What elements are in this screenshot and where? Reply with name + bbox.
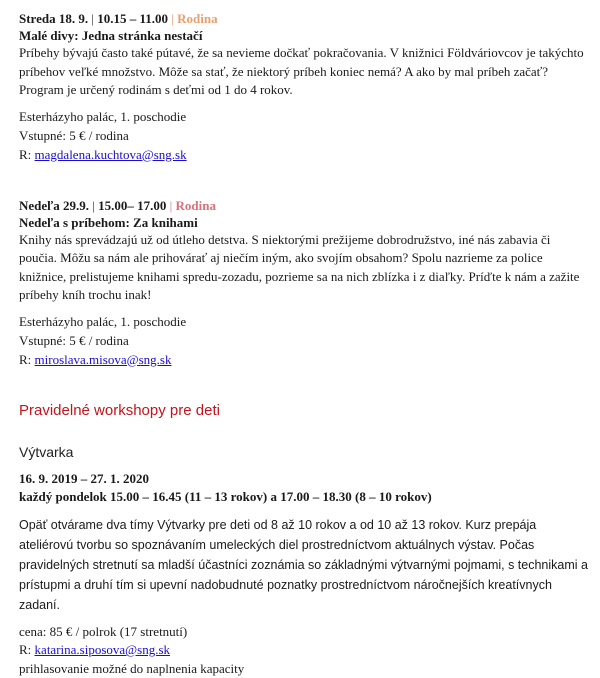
section-title: Pravidelné workshopy pre deti [19, 402, 600, 420]
workshop-contact [19, 641, 600, 660]
event-1-contact [19, 145, 600, 164]
event-1-category: Rodina [177, 11, 217, 26]
event-1-email-link[interactable]: magdalena.kuchtova@sng.sk [35, 147, 187, 162]
workshop-note: prihlasovanie možné do naplnenia kapacity [19, 660, 600, 678]
event-2-separator-2: | [170, 198, 173, 213]
event-2-contact-prefix: R: [19, 352, 35, 367]
workshop-contact-prefix: R: [19, 642, 35, 657]
event-2-separator: | [92, 198, 95, 213]
event-2-place: Esterházyho palác, 1. poschodie [19, 312, 600, 331]
workshop-email-link[interactable]: katarina.siposova@sng.sk [35, 642, 170, 657]
event-1-date: Streda 18. 9. [19, 11, 88, 26]
workshop-price: cena: 85 € / polrok (17 stretnutí) [19, 623, 600, 642]
event-1-contact-prefix: R: [19, 147, 35, 162]
event-2-category: Rodina [175, 198, 215, 213]
event-2 [19, 197, 600, 369]
event-1-place: Esterházyho palác, 1. poschodie [19, 107, 600, 126]
event-1-description: Príbehy bývajú často také pútavé, že sa nevieme dočkať pokračovania. V knižnici Földváriovcov je takýchto príbehov veľké množstvo. Môže sa stať, že niektorý príbeh koniec nemá? A ako by mal príbeh začať? Program je určený rodinám s deťmi od 1 do 4 rokov. [19, 44, 584, 100]
event-1-header [19, 10, 600, 27]
workshop-info [19, 623, 600, 678]
event-2-fee: Vstupné: 5 € / rodina [19, 331, 600, 350]
event-2-info [19, 312, 600, 369]
event-1-title: Malé divy: Jedna stránka nestačí [19, 27, 600, 44]
workshop-schedule: každý pondelok 15.00 – 16.45 (11 – 13 rokov) a 17.00 – 18.30 (8 – 10 rokov) [19, 488, 600, 507]
workshop-dates [19, 470, 600, 507]
event-2-date: Nedeľa 29.9. [19, 198, 89, 213]
workshop-description: Opäť otvárame dva tímy Výtvarky pre deti od 8 až 10 rokov a od 10 až 13 rokov. Kurz prepája ateliérovú tvorbu so spoznávaním umeleckých diel prostredníctvom aktuálnych výstav. Počas pravidelných stretnutí sa mladší účastníci zoznámia so základnými výtvarnými pojmami, s technikami a prístupmi a druhí tím si upevní nadobudnuté poznatky prostredníctvom náročnejších kreatívnych zadaní. [19, 515, 589, 615]
event-1-separator: | [91, 11, 94, 26]
event-2-email-link[interactable]: miroslava.misova@sng.sk [35, 352, 172, 367]
event-1-separator-2: | [171, 11, 174, 26]
event-2-description: Knihy nás sprevádzajú už od útleho detstva. S niektorými prežijeme dobrodružstvo, iné nás zabavia či poučia. Môžu sa nám ale prihovárať aj niečím iným, ako svojím obsahom? Spolu nazrieme za police knižnice, prelistujeme knihami spredu-zozadu, pozrieme sa na nich zblízka i z diaľky. Príďte k nám a zažite príbehy kníh trochu inak! [19, 231, 584, 305]
event-1 [19, 10, 600, 164]
event-2-header [19, 197, 600, 214]
event-1-info [19, 107, 600, 164]
event-2-title: Nedeľa s príbehom: Za knihami [19, 214, 600, 231]
event-2-contact [19, 350, 600, 369]
event-2-time: 15.00– 17.00 [98, 198, 166, 213]
workshop-date-range: 16. 9. 2019 – 27. 1. 2020 [19, 470, 600, 489]
section-subtitle: Výtvarka [19, 444, 600, 461]
event-1-fee: Vstupné: 5 € / rodina [19, 126, 600, 145]
event-1-time: 10.15 – 11.00 [97, 11, 168, 26]
